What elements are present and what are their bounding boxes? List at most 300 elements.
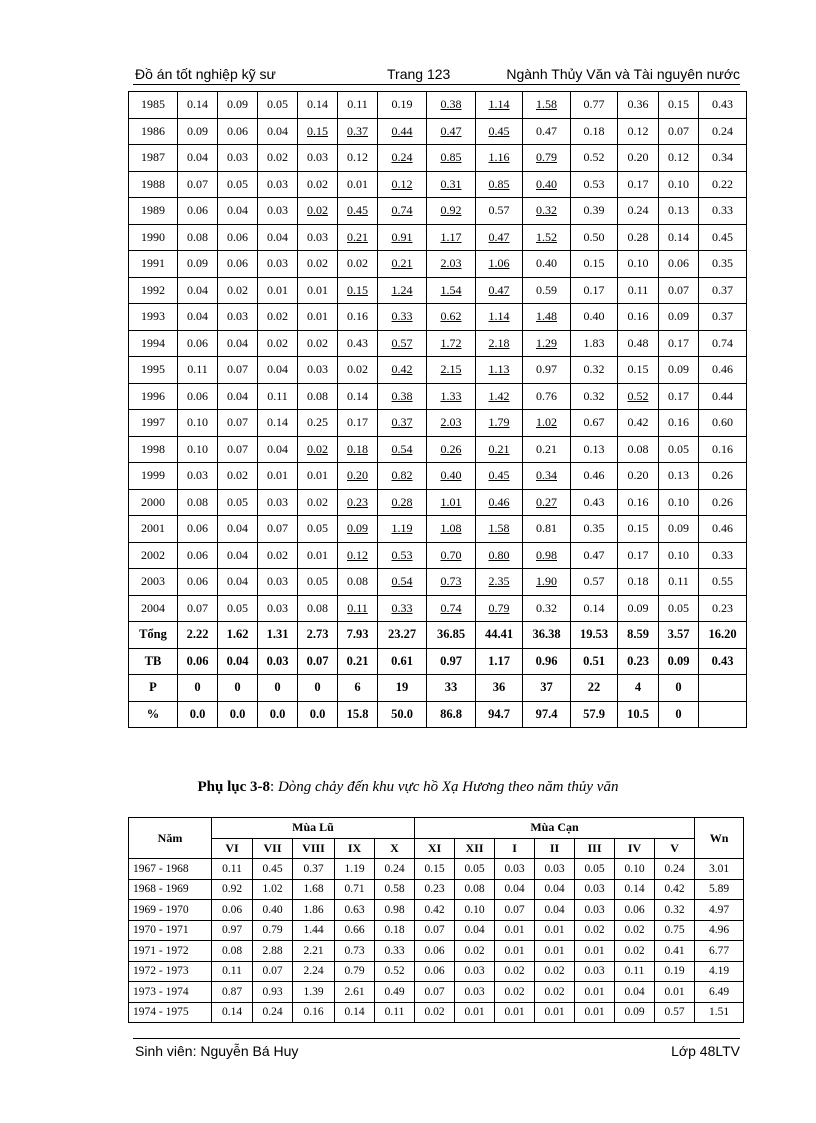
value-cell: 0.06 [178, 330, 218, 357]
value-cell: 0.06 [415, 961, 455, 982]
value-cell: 4.97 [695, 900, 744, 921]
value-cell: 0.12 [338, 145, 378, 172]
summary-cell: 1.62 [218, 622, 258, 649]
value-cell: 0.05 [258, 92, 298, 119]
table-row [129, 516, 747, 543]
value-cell: 0.74 [378, 198, 427, 225]
value-cell: 0.02 [298, 489, 338, 516]
value-cell: 0.82 [378, 463, 427, 490]
year-cell: 2001 [129, 516, 178, 543]
month-header: VIII [293, 838, 335, 859]
value-cell: 0.06 [178, 383, 218, 410]
summary-cell: 86.8 [427, 701, 476, 728]
value-cell: 0.22 [699, 171, 747, 198]
value-cell: 0.03 [575, 879, 615, 900]
summary-cell: 0.0 [258, 701, 298, 728]
summary-label: P [129, 675, 178, 702]
value-cell: 0.13 [571, 436, 618, 463]
year-cell: 1992 [129, 277, 178, 304]
summary-cell: 37 [523, 675, 571, 702]
value-cell: 0.21 [378, 251, 427, 278]
value-cell: 0.11 [338, 595, 378, 622]
value-cell: 0.31 [427, 171, 476, 198]
summary-cell: 94.7 [476, 701, 523, 728]
value-cell: 0.21 [523, 436, 571, 463]
caption-title: Dòng chảy đến khu vực hồ Xạ Hương theo năm thủy văn [277, 779, 619, 795]
summary-cell: 0.07 [298, 648, 338, 675]
value-cell: 0.07 [218, 436, 258, 463]
value-cell: 0.01 [495, 920, 535, 941]
table-row [129, 357, 747, 384]
value-cell: 0.32 [655, 900, 695, 921]
value-cell: 0.06 [178, 198, 218, 225]
value-cell: 1.16 [476, 145, 523, 172]
value-cell: 0.03 [575, 961, 615, 982]
value-cell: 0.02 [415, 1002, 455, 1023]
value-cell: 0.03 [258, 251, 298, 278]
value-cell: 0.01 [258, 463, 298, 490]
value-cell: 0.10 [659, 542, 699, 569]
value-cell: 0.46 [571, 463, 618, 490]
value-cell: 1.02 [253, 879, 293, 900]
page-header [133, 64, 740, 85]
summary-cell: 0.0 [178, 701, 218, 728]
value-cell: 0.26 [699, 489, 747, 516]
value-cell: 0.12 [338, 542, 378, 569]
value-cell: 0.04 [258, 436, 298, 463]
value-cell: 0.02 [218, 277, 258, 304]
value-cell: 0.04 [218, 569, 258, 596]
year-range-cell: 1970 - 1971 [129, 920, 212, 941]
value-cell: 0.03 [455, 982, 495, 1003]
summary-cell: 44.41 [476, 622, 523, 649]
value-cell: 0.45 [699, 224, 747, 251]
value-cell: 0.04 [495, 879, 535, 900]
value-cell: 0.14 [178, 92, 218, 119]
value-cell: 0.47 [571, 542, 618, 569]
value-cell: 0.05 [659, 595, 699, 622]
value-cell: 0.60 [699, 410, 747, 437]
value-cell: 0.06 [178, 542, 218, 569]
value-cell: 0.45 [338, 198, 378, 225]
value-cell: 1.51 [695, 1002, 744, 1023]
table-row [129, 145, 747, 172]
month-header: I [495, 838, 535, 859]
summary-cell: 0.21 [338, 648, 378, 675]
footer-student: Sinh viên: Nguyễn Bá Huy [135, 1043, 299, 1059]
value-cell: 0.02 [615, 941, 655, 962]
value-cell: 0.57 [655, 1002, 695, 1023]
table-row [129, 982, 744, 1003]
summary-cell: 50.0 [378, 701, 427, 728]
value-cell: 1.54 [427, 277, 476, 304]
value-cell: 0.37 [293, 859, 335, 880]
summary-cell: 1.17 [476, 648, 523, 675]
value-cell: 0.07 [178, 171, 218, 198]
value-cell: 0.15 [659, 92, 699, 119]
summary-cell: 0 [178, 675, 218, 702]
value-cell: 0.28 [378, 489, 427, 516]
value-cell: 0.93 [253, 982, 293, 1003]
year-cell: 1989 [129, 198, 178, 225]
footer-class: Lớp 48LTV [671, 1043, 740, 1059]
value-cell: 0.01 [535, 1002, 575, 1023]
summary-cell: 4 [618, 675, 659, 702]
header-page-number: Trang 123 [387, 66, 451, 82]
value-cell: 0.15 [338, 277, 378, 304]
summary-cell: 0 [298, 675, 338, 702]
summary-cell: 0.06 [178, 648, 218, 675]
value-cell: 0.42 [415, 900, 455, 921]
table-row [129, 224, 747, 251]
value-cell: 0.08 [212, 941, 253, 962]
value-cell: 2.18 [476, 330, 523, 357]
value-cell: 0.02 [298, 436, 338, 463]
value-cell: 0.14 [335, 1002, 375, 1023]
value-cell: 0.79 [476, 595, 523, 622]
value-cell: 0.44 [378, 118, 427, 145]
value-cell: 0.57 [476, 198, 523, 225]
value-cell: 0.43 [571, 489, 618, 516]
value-cell: 0.17 [659, 330, 699, 357]
value-cell: 0.04 [258, 224, 298, 251]
value-cell: 0.03 [258, 489, 298, 516]
value-cell: 0.36 [618, 92, 659, 119]
summary-cell: 10.5 [618, 701, 659, 728]
summary-cell: 0.0 [218, 701, 258, 728]
value-cell: 0.05 [218, 171, 258, 198]
summary-cell: 7.93 [338, 622, 378, 649]
summary-cell: 3.57 [659, 622, 699, 649]
value-cell: 0.33 [699, 542, 747, 569]
value-cell: 0.04 [218, 330, 258, 357]
value-cell: 0.02 [535, 961, 575, 982]
summary-cell: 1.31 [258, 622, 298, 649]
value-cell: 0.14 [615, 879, 655, 900]
value-cell: 0.41 [655, 941, 695, 962]
value-cell: 0.67 [571, 410, 618, 437]
value-cell: 0.14 [571, 595, 618, 622]
value-cell: 0.47 [476, 224, 523, 251]
value-cell: 0.46 [699, 357, 747, 384]
year-cell: 1995 [129, 357, 178, 384]
value-cell: 0.19 [378, 92, 427, 119]
value-cell: 0.26 [427, 436, 476, 463]
value-cell: 0.04 [258, 118, 298, 145]
value-cell: 0.85 [427, 145, 476, 172]
value-cell: 0.44 [699, 383, 747, 410]
value-cell: 0.01 [258, 277, 298, 304]
year-cell: 1990 [129, 224, 178, 251]
table-caption [0, 779, 816, 796]
value-cell: 1.39 [293, 982, 335, 1003]
table-row [129, 277, 747, 304]
value-cell: 0.03 [575, 900, 615, 921]
value-cell: 0.52 [375, 961, 415, 982]
value-cell: 2.88 [253, 941, 293, 962]
value-cell: 0.02 [535, 982, 575, 1003]
value-cell: 0.03 [258, 595, 298, 622]
summary-cell: 0.04 [218, 648, 258, 675]
value-cell: 0.02 [298, 251, 338, 278]
value-cell: 0.97 [523, 357, 571, 384]
value-cell: 0.02 [298, 198, 338, 225]
month-header: XI [415, 838, 455, 859]
caption-separator: : [270, 779, 278, 795]
value-cell: 0.47 [476, 277, 523, 304]
table-row [129, 251, 747, 278]
year-cell: 1993 [129, 304, 178, 331]
value-cell: 0.80 [476, 542, 523, 569]
value-cell: 0.02 [338, 251, 378, 278]
value-cell: 0.01 [655, 982, 695, 1003]
summary-cell: 0.61 [378, 648, 427, 675]
value-cell: 2.61 [335, 982, 375, 1003]
value-cell: 0.21 [476, 436, 523, 463]
value-cell: 0.18 [571, 118, 618, 145]
value-cell: 0.14 [258, 410, 298, 437]
value-cell: 0.03 [298, 357, 338, 384]
value-cell: 0.05 [659, 436, 699, 463]
summary-cell: 2.73 [298, 622, 338, 649]
summary-cell: 36.85 [427, 622, 476, 649]
value-cell: 0.06 [415, 941, 455, 962]
value-cell: 0.02 [298, 330, 338, 357]
value-cell: 0.45 [476, 463, 523, 490]
value-cell: 0.03 [298, 224, 338, 251]
value-cell: 0.40 [523, 171, 571, 198]
value-cell: 0.23 [415, 879, 455, 900]
value-cell: 0.03 [258, 171, 298, 198]
table-row [129, 569, 747, 596]
value-cell: 0.07 [218, 357, 258, 384]
value-cell: 0.40 [523, 251, 571, 278]
value-cell: 0.42 [618, 410, 659, 437]
value-cell: 0.24 [253, 1002, 293, 1023]
year-range-cell: 1973 - 1974 [129, 982, 212, 1003]
value-cell: 0.14 [659, 224, 699, 251]
value-cell: 0.09 [659, 357, 699, 384]
value-cell: 1.52 [523, 224, 571, 251]
value-cell: 0.66 [335, 920, 375, 941]
value-cell: 0.15 [415, 859, 455, 880]
value-cell: 0.05 [298, 569, 338, 596]
value-cell: 0.03 [455, 961, 495, 982]
summary-cell: 0 [218, 675, 258, 702]
value-cell: 4.19 [695, 961, 744, 982]
year-range-cell: 1971 - 1972 [129, 941, 212, 962]
value-cell: 0.21 [338, 224, 378, 251]
value-cell: 1.68 [293, 879, 335, 900]
value-cell: 0.54 [378, 436, 427, 463]
summary-cell: 0.97 [427, 648, 476, 675]
value-cell: 0.11 [178, 357, 218, 384]
value-cell: 0.24 [699, 118, 747, 145]
summary-cell: 19.53 [571, 622, 618, 649]
value-cell: 0.12 [618, 118, 659, 145]
value-cell: 0.01 [495, 941, 535, 962]
value-cell: 0.13 [659, 463, 699, 490]
value-cell: 0.04 [258, 357, 298, 384]
value-cell: 0.40 [253, 900, 293, 921]
caption-label: Phụ lục 3-8 [197, 779, 271, 795]
value-cell: 0.07 [415, 920, 455, 941]
value-cell: 0.07 [253, 961, 293, 982]
value-cell: 0.91 [378, 224, 427, 251]
summary-cell: 0.51 [571, 648, 618, 675]
value-cell: 0.02 [455, 941, 495, 962]
header-right: Ngành Thủy Văn và Tài nguyên nước [506, 66, 740, 82]
value-cell: 0.01 [455, 1002, 495, 1023]
year-cell: 1985 [129, 92, 178, 119]
value-cell: 0.04 [455, 920, 495, 941]
value-cell: 3.01 [695, 859, 744, 880]
month-header: X [375, 838, 415, 859]
summary-cell: 22 [571, 675, 618, 702]
value-cell: 2.03 [427, 410, 476, 437]
month-header: IV [615, 838, 655, 859]
value-cell: 0.52 [571, 145, 618, 172]
value-cell: 2.35 [476, 569, 523, 596]
table-row [129, 92, 747, 119]
table-row [129, 961, 744, 982]
value-cell: 0.01 [495, 1002, 535, 1023]
table-row [129, 198, 747, 225]
value-cell: 0.54 [378, 569, 427, 596]
value-cell: 0.42 [378, 357, 427, 384]
value-cell: 0.08 [618, 436, 659, 463]
value-cell: 0.37 [378, 410, 427, 437]
value-cell: 0.74 [699, 330, 747, 357]
table-row [129, 171, 747, 198]
value-cell: 0.09 [615, 1002, 655, 1023]
month-header: XII [455, 838, 495, 859]
table-row [129, 941, 744, 962]
value-cell: 0.46 [699, 516, 747, 543]
value-cell: 0.06 [218, 118, 258, 145]
value-cell: 0.09 [338, 516, 378, 543]
value-cell: 1.58 [523, 92, 571, 119]
value-cell: 0.03 [218, 145, 258, 172]
value-cell: 0.04 [178, 277, 218, 304]
value-cell: 0.32 [571, 383, 618, 410]
month-header: VI [212, 838, 253, 859]
value-cell: 0.05 [575, 859, 615, 880]
month-header: VII [253, 838, 293, 859]
month-header: IX [335, 838, 375, 859]
value-cell: 0.10 [659, 489, 699, 516]
header-left: Đồ án tốt nghiệp kỹ sư [135, 66, 276, 82]
value-cell: 0.71 [335, 879, 375, 900]
value-cell: 0.28 [618, 224, 659, 251]
value-cell: 0.53 [571, 171, 618, 198]
value-cell: 0.11 [258, 383, 298, 410]
value-cell: 0.33 [375, 941, 415, 962]
table-row [129, 410, 747, 437]
value-cell: 0.08 [178, 489, 218, 516]
value-cell: 0.03 [298, 145, 338, 172]
value-cell: 0.06 [212, 900, 253, 921]
value-cell: 0.02 [258, 330, 298, 357]
value-cell: 0.32 [571, 357, 618, 384]
table-row [129, 595, 747, 622]
year-cell: 2000 [129, 489, 178, 516]
value-cell: 0.18 [375, 920, 415, 941]
value-cell: 0.33 [378, 304, 427, 331]
value-cell: 0.42 [655, 879, 695, 900]
value-cell: 0.05 [218, 595, 258, 622]
value-cell: 0.47 [427, 118, 476, 145]
value-cell: 0.04 [535, 879, 575, 900]
summary-cell: 0 [659, 701, 699, 728]
table-row [129, 383, 747, 410]
summary-cell: 0.03 [258, 648, 298, 675]
value-cell: 0.77 [571, 92, 618, 119]
summary-cell: 36 [476, 675, 523, 702]
year-cell: 1999 [129, 463, 178, 490]
table-row [129, 542, 747, 569]
summary-row [129, 701, 747, 728]
summary-cell: 2.22 [178, 622, 218, 649]
value-cell: 0.08 [338, 569, 378, 596]
value-cell: 1.58 [476, 516, 523, 543]
value-cell: 0.24 [618, 198, 659, 225]
summary-cell: 23.27 [378, 622, 427, 649]
year-cell: 1987 [129, 145, 178, 172]
value-cell: 0.14 [338, 383, 378, 410]
value-cell: 0.17 [571, 277, 618, 304]
value-cell: 0.02 [615, 920, 655, 941]
value-cell: 0.06 [178, 569, 218, 596]
year-cell: 1986 [129, 118, 178, 145]
table-row [129, 879, 744, 900]
value-cell: 0.16 [659, 410, 699, 437]
value-cell: 6.77 [695, 941, 744, 962]
year-range-cell: 1968 - 1969 [129, 879, 212, 900]
value-cell: 0.24 [375, 859, 415, 880]
value-cell: 0.10 [455, 900, 495, 921]
value-cell: 0.17 [659, 383, 699, 410]
value-cell: 1.01 [427, 489, 476, 516]
value-cell: 0.20 [618, 463, 659, 490]
value-cell: 0.03 [535, 859, 575, 880]
value-cell: 1.08 [427, 516, 476, 543]
value-cell: 0.09 [618, 595, 659, 622]
value-cell: 1.29 [523, 330, 571, 357]
page-footer [133, 1038, 740, 1061]
value-cell: 0.97 [212, 920, 253, 941]
summary-label: % [129, 701, 178, 728]
value-cell: 2.21 [293, 941, 335, 962]
value-cell: 0.08 [178, 224, 218, 251]
value-cell: 0.01 [535, 920, 575, 941]
table-row [129, 436, 747, 463]
value-cell: 0.25 [298, 410, 338, 437]
total-header: Wn [695, 818, 744, 859]
value-cell: 0.06 [615, 900, 655, 921]
value-cell: 0.05 [218, 489, 258, 516]
value-cell: 0.03 [218, 304, 258, 331]
value-cell: 0.27 [523, 489, 571, 516]
value-cell: 0.11 [375, 1002, 415, 1023]
value-cell: 0.03 [495, 859, 535, 880]
value-cell: 0.38 [378, 383, 427, 410]
summary-cell: 6 [338, 675, 378, 702]
value-cell: 1.86 [293, 900, 335, 921]
summary-cell: 8.59 [618, 622, 659, 649]
value-cell: 0.02 [575, 920, 615, 941]
value-cell: 0.09 [178, 118, 218, 145]
